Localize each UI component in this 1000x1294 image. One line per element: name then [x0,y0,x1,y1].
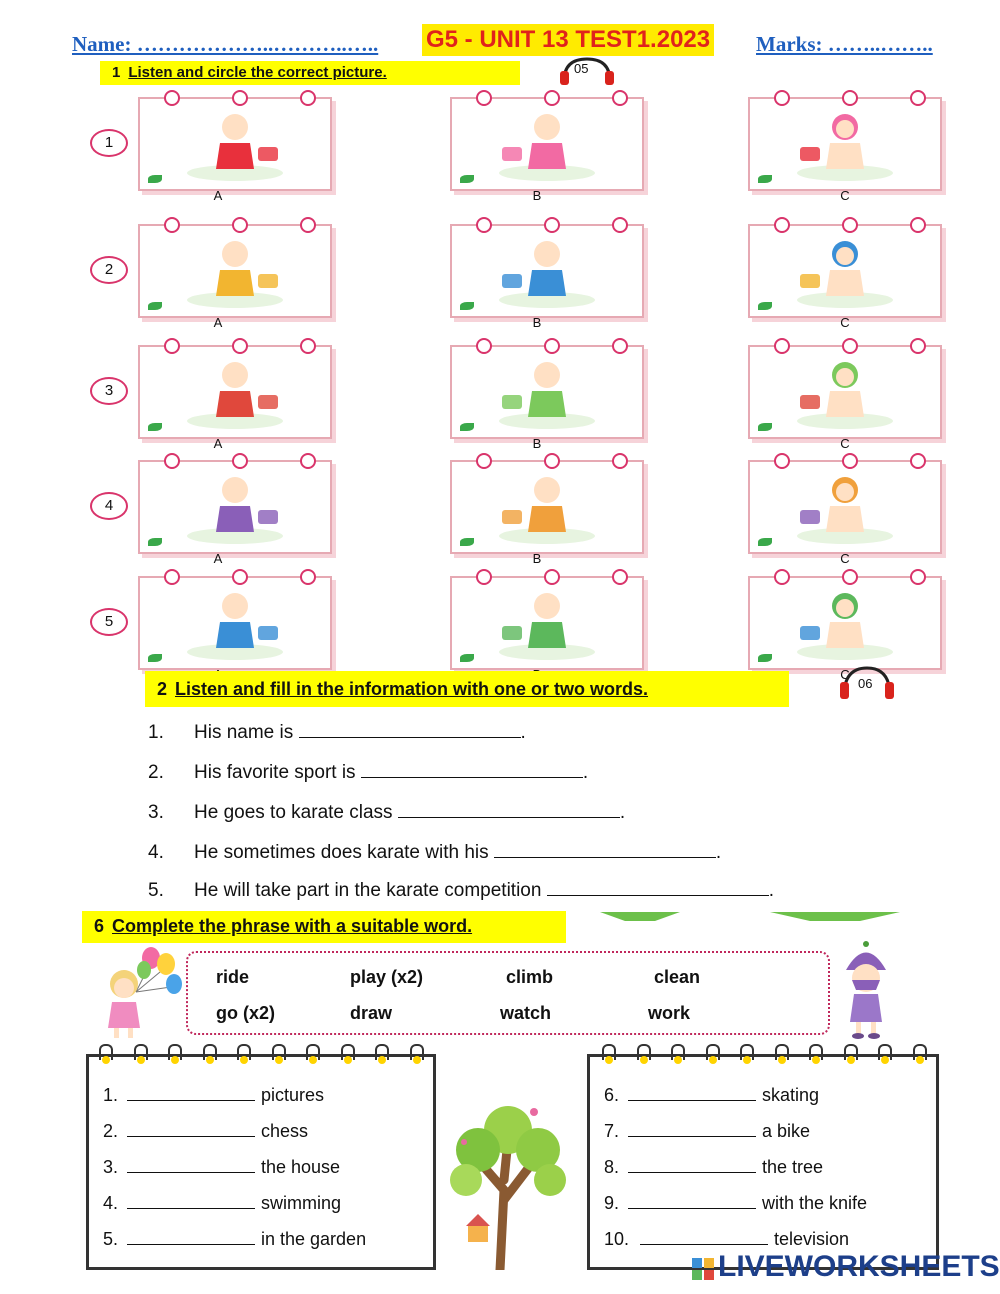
spiral-coil-icon [410,1044,424,1060]
scene-illustration [180,586,290,662]
binder-ring-icon [300,453,316,469]
audio-track-label: 05 [574,61,589,76]
left-notepad [86,1054,436,1270]
phrase-text: skating [762,1085,820,1105]
binder-ring-icon [164,217,180,233]
binder-ring-icon [300,338,316,354]
worksheet-header [72,24,962,64]
answer-blank[interactable] [398,803,620,818]
item-number: 4. [103,1193,119,1213]
item-text: His name is [194,722,294,743]
phrase-item [103,1085,324,1106]
binder-ring-icon [164,569,180,585]
section6-number: 6 [94,916,105,936]
binder-ring-icon [544,217,560,233]
item-number: 3. [103,1157,119,1177]
scene-illustration [790,107,900,183]
binder-ring-icon [476,453,492,469]
phrase-item [604,1229,849,1250]
phrase-text: chess [261,1121,309,1141]
headphones-icon[interactable] [558,57,616,97]
picture-option-card[interactable] [138,576,332,670]
option-label: A [213,188,223,203]
answer-blank[interactable] [127,1194,255,1209]
scene-illustration [790,355,900,431]
fill-item [148,842,721,864]
spiral-coil-icon [375,1044,389,1060]
question-number: 1 [90,129,128,157]
binder-ring-icon [300,217,316,233]
item-text: He will take part in the karate competition [194,880,542,901]
binder-ring-icon [842,338,858,354]
binder-ring-icon [476,569,492,585]
binder-ring-icon [300,569,316,585]
scene-illustration [180,355,290,431]
section1-heading [100,61,520,85]
answer-blank[interactable] [628,1086,756,1101]
binder-ring-icon [232,569,248,585]
binder-ring-icon [842,569,858,585]
section2-number: 2 [157,679,168,699]
leaf-icon [460,302,474,310]
leaf-icon [758,654,772,662]
item-number: 10. [604,1229,630,1249]
binder-ring-icon [300,90,316,106]
green-banner-decoration [600,909,900,919]
spiral-coil-icon [306,1044,320,1060]
item-number: 3. [148,802,164,823]
picture-option-card[interactable] [450,576,644,670]
option-label: A [213,315,223,330]
binder-ring-icon [544,90,560,106]
phrase-text: a bike [762,1121,811,1141]
spiral-coil-icon [878,1044,892,1060]
item-number: 4. [148,842,164,863]
leaf-icon [460,538,474,546]
section2-heading [145,671,789,707]
picture-option-card[interactable] [450,460,644,554]
flower-girl-illustration [836,940,896,1040]
answer-blank[interactable] [127,1158,255,1173]
leaf-icon [758,175,772,183]
section1-instruction: Listen and circle the correct picture. [128,64,387,81]
leaf-icon [758,538,772,546]
answer-blank[interactable] [628,1158,756,1173]
answer-blank[interactable] [361,763,583,778]
answer-blank[interactable] [547,881,769,896]
question-number: 2 [90,256,128,284]
question-number: 5 [90,608,128,636]
binder-ring-icon [842,453,858,469]
picture-option-card[interactable] [748,224,942,318]
item-end: . [619,802,626,823]
phrase-item [604,1085,819,1106]
binder-ring-icon [910,217,926,233]
binder-ring-icon [910,569,926,585]
picture-option-card[interactable] [450,224,644,318]
answer-blank[interactable] [640,1230,768,1245]
section1-number: 1 [112,64,121,81]
item-end: . [520,722,526,743]
binder-ring-icon [476,90,492,106]
section6-heading [82,911,566,943]
leaf-icon [460,423,474,431]
option-label: C [840,315,850,330]
binder-ring-icon [544,338,560,354]
picture-option-card[interactable] [748,345,942,439]
answer-blank[interactable] [127,1122,255,1137]
word-bank-item: climb [506,967,554,987]
option-label: C [840,667,850,682]
binder-ring-icon [910,338,926,354]
picture-option-card[interactable] [450,345,644,439]
spiral-coil-icon [602,1044,616,1060]
picture-option-card[interactable] [748,97,942,191]
item-number: 8. [604,1157,620,1177]
leaf-icon [758,302,772,310]
leaf-icon [758,423,772,431]
binder-ring-icon [774,453,790,469]
item-end: . [768,880,775,901]
spiral-coil-icon [740,1044,754,1060]
scene-illustration [180,107,290,183]
marks-field[interactable]: Marks: ……..…….. [756,32,933,56]
picture-option-card[interactable] [450,97,644,191]
section6-instruction: Complete the phrase with a suitable word. [112,916,473,936]
item-end: . [715,842,722,863]
binder-ring-icon [232,217,248,233]
liveworksheets-brand: LIVEWORKSHEETS [718,1250,1000,1283]
item-number: 9. [604,1193,620,1213]
binder-ring-icon [842,217,858,233]
girl-with-balloons-illustration [96,942,186,1040]
option-label: C [840,436,850,451]
phrase-item [103,1157,340,1178]
answer-blank[interactable] [628,1194,756,1209]
item-number: 2. [148,762,164,783]
question-number: 4 [90,492,128,520]
binder-ring-icon [612,217,628,233]
phrase-text: in the garden [261,1229,367,1249]
binder-ring-icon [164,338,180,354]
answer-blank[interactable] [628,1122,756,1137]
word-bank-item: clean [654,967,701,987]
picture-option-card[interactable] [138,460,332,554]
word-bank-item: draw [350,1003,393,1023]
binder-ring-icon [842,90,858,106]
item-number: 5. [103,1229,119,1249]
leaf-icon [148,654,162,662]
liveworksheets-logo-icon [692,1258,714,1280]
option-label: B [532,315,542,330]
spiral-coil-icon [637,1044,651,1060]
phrase-text: the tree [762,1157,824,1177]
phrase-item [604,1193,867,1214]
word-bank-item: ride [216,967,250,987]
answer-blank[interactable] [127,1230,255,1245]
phrase-item [103,1121,308,1142]
scene-illustration [492,234,602,310]
leaf-icon [148,175,162,183]
item-end: . [582,762,589,783]
section2-instruction: Listen and fill in the information with one or two words. [175,679,649,699]
phrase-text: the house [261,1157,341,1177]
spiral-coil-icon [341,1044,355,1060]
binder-ring-icon [232,453,248,469]
option-label: A [213,436,223,451]
scene-illustration [790,586,900,662]
spiral-coil-icon [99,1044,113,1060]
binder-ring-icon [164,90,180,106]
phrase-item [604,1121,810,1142]
item-number: 6. [604,1085,620,1105]
picture-option-card[interactable] [138,345,332,439]
leaf-icon [460,175,474,183]
leaf-icon [148,538,162,546]
item-number: 2. [103,1121,119,1141]
scene-illustration [492,107,602,183]
name-field[interactable]: Name: ………………..………..….. [72,32,379,56]
scene-illustration [790,470,900,546]
worksheet-title: G5 - UNIT 13 TEST1.2023 [422,24,714,56]
word-bank-item: watch [500,1003,552,1023]
scene-illustration [492,470,602,546]
option-label: A [213,551,223,566]
binder-ring-icon [232,90,248,106]
leaf-icon [148,423,162,431]
option-label: B [532,188,542,203]
scene-illustration [492,586,602,662]
item-number: 7. [604,1121,620,1141]
item-number: 1. [103,1085,119,1105]
item-number: 1. [148,722,164,743]
spiral-coil-icon [237,1044,251,1060]
phrase-item [604,1157,823,1178]
spiral-coil-icon [272,1044,286,1060]
scene-illustration [180,234,290,310]
phrase-text: swimming [261,1193,342,1213]
word-bank-item: work [648,1003,691,1023]
fill-item [148,802,625,824]
headphones-icon[interactable] [838,666,896,706]
binder-ring-icon [164,453,180,469]
word-bank-item: play (x2) [350,967,424,987]
word-bank-item: go (x2) [216,1003,276,1023]
binder-ring-icon [476,338,492,354]
spiral-coil-icon [168,1044,182,1060]
picture-option-card[interactable] [748,576,942,670]
scene-illustration [492,355,602,431]
binder-ring-icon [544,569,560,585]
spiral-coil-icon [203,1044,217,1060]
binder-ring-icon [612,453,628,469]
binder-ring-icon [476,217,492,233]
spiral-coil-icon [134,1044,148,1060]
spiral-coil-icon [913,1044,927,1060]
fill-item [148,880,774,902]
fill-item [148,722,526,744]
phrase-text: television [774,1229,850,1249]
option-label: C [840,551,850,566]
spiral-coil-icon [809,1044,823,1060]
binder-ring-icon [612,338,628,354]
leaf-icon [148,302,162,310]
binder-ring-icon [910,453,926,469]
picture-option-card[interactable] [748,460,942,554]
answer-blank[interactable] [299,723,521,738]
scene-illustration [790,234,900,310]
option-label: B [532,436,542,451]
item-number: 5. [148,880,164,901]
binder-ring-icon [612,90,628,106]
scene-illustration [180,470,290,546]
phrase-item [103,1229,366,1250]
item-text: His favorite sport is [194,762,356,783]
binder-ring-icon [774,90,790,106]
fill-item [148,762,588,784]
binder-ring-icon [544,453,560,469]
binder-ring-icon [612,569,628,585]
spiral-coil-icon [844,1044,858,1060]
binder-ring-icon [232,338,248,354]
question-number: 3 [90,377,128,405]
binder-ring-icon [774,338,790,354]
item-text: He goes to karate class [194,802,393,823]
phrase-text: with the knife [762,1193,868,1213]
spiral-coil-icon [775,1044,789,1060]
option-label: B [532,551,542,566]
binder-ring-icon [910,90,926,106]
answer-blank[interactable] [494,843,716,858]
binder-ring-icon [774,569,790,585]
picture-option-card[interactable] [138,224,332,318]
audio-track-label: 06 [858,676,873,691]
spiral-coil-icon [671,1044,685,1060]
word-bank [186,951,830,1035]
picture-option-card[interactable] [138,97,332,191]
spiral-coil-icon [706,1044,720,1060]
binder-ring-icon [774,217,790,233]
answer-blank[interactable] [127,1086,255,1101]
phrase-item [103,1193,341,1214]
tree-illustration [438,1100,578,1270]
right-notepad [587,1054,939,1270]
phrase-text: pictures [261,1085,325,1105]
leaf-icon [460,654,474,662]
item-text: He sometimes does karate with his [194,842,489,863]
option-label: C [840,188,850,203]
